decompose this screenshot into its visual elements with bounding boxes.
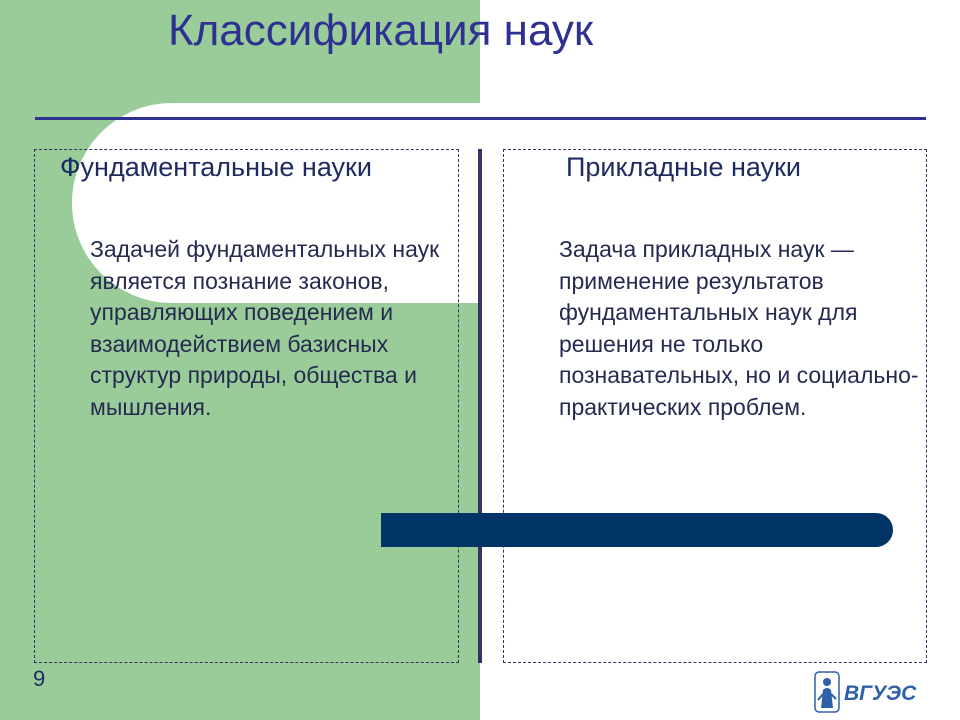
page-number: 9 xyxy=(33,666,46,691)
university-emblem-icon xyxy=(814,670,924,714)
university-logo xyxy=(814,670,924,714)
decorative-accent-bar xyxy=(381,513,893,547)
logo-text: ВГУЭС xyxy=(844,682,917,705)
column-divider xyxy=(478,149,482,663)
fundamental-sciences-text: Задачей фундаментальных наук является познание законов, управляющих поведением и взаимодействием базисных структур природы, общества и мышления. xyxy=(90,236,440,420)
title-underline xyxy=(35,117,926,120)
slide-title: Классификация наук xyxy=(168,6,594,55)
applied-sciences-heading: Прикладные науки xyxy=(566,152,801,182)
applied-sciences-text: Задача прикладных наук — применение результатов фундаментальных наук для решения не только познавательных, но и социально-практических проблем. xyxy=(559,236,919,420)
fundamental-sciences-heading: Фундаментальные науки xyxy=(60,152,372,182)
